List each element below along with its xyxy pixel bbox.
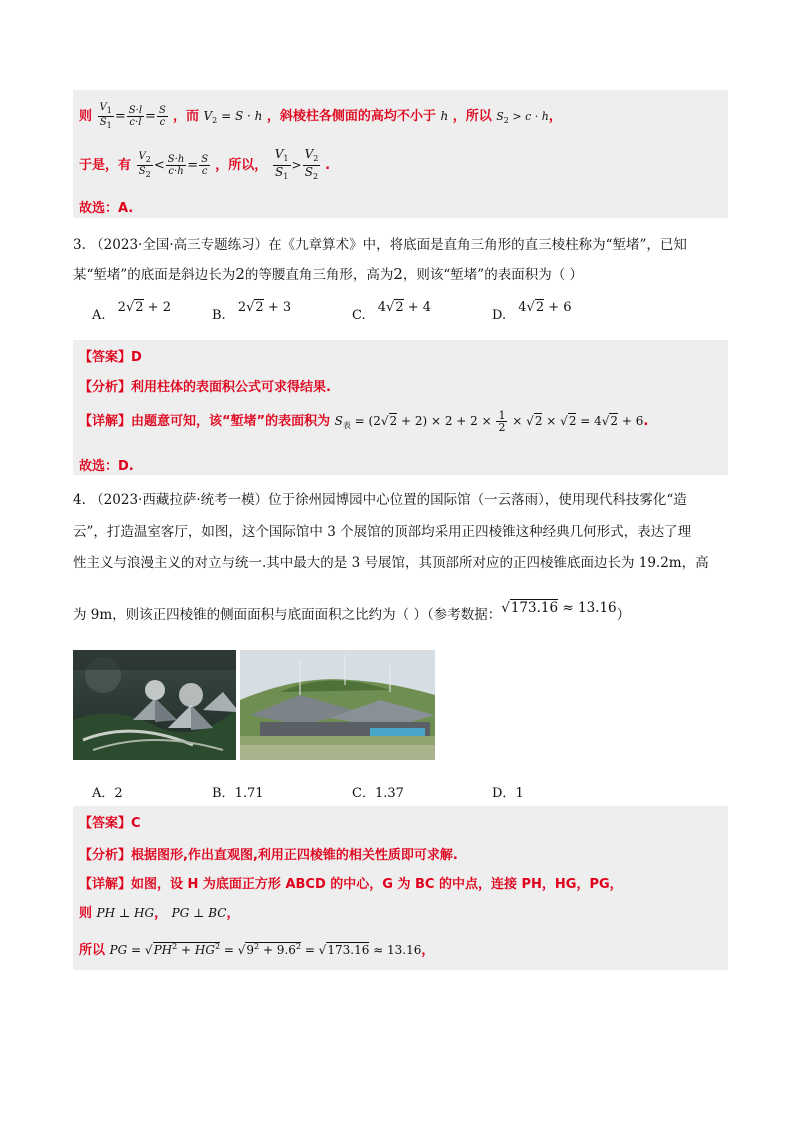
answer-line: 故选：A. [79, 201, 134, 216]
text-prefix: 【详解】由题意可知，该“堑堵”的表面积为 [79, 414, 331, 429]
solution-line-1 [79, 102, 562, 131]
formula-pg-perp-bc: PG ⊥ BC [171, 906, 227, 920]
formula-pg-length: PG = $√PH^2 + HG^2 = √9^2 + 9.6^2 = √173.16 \approx 13.16$ [109, 942, 422, 957]
q4-detail-line-1: 【详解】如图，设 H 为底面正方形 ABCD 的中心，G 为 BC 的中点，连接 PH，HG，PG， [79, 877, 623, 892]
formula-v2-s2: $\frac{V_2}{S_2}$ < $\frac{S\cdot h}{c\cdot h}$ = $\frac{S}{c}$ [138, 151, 209, 179]
formula-compare: $\frac{V_1}{S_1}$ > $\frac{V_2}{S_2}$ [274, 147, 319, 181]
q3-stem-line-1: 3. （2023·全国·高三专题练习）在《九章算术》中，将底面是直角三角形的直三棱柱称为“堑堵”，已知 [73, 237, 687, 253]
q4-analysis: 【分析】根据图形,作出直观图,利用正四棱锥的相关性质即可求解. [79, 848, 458, 863]
text: 某“堑堵”的底面是斜边长为 [73, 267, 236, 283]
option-letter: A. [92, 308, 106, 323]
text-mid: ，斜棱柱各侧面的高均不小于 [266, 109, 436, 124]
aerial-view-image [73, 650, 236, 760]
q3-detail [79, 410, 648, 433]
radicand: 2 [255, 300, 264, 315]
text-mid: ，所以 [452, 109, 492, 124]
value-2: 2 [235, 265, 245, 283]
text-end: . [643, 414, 649, 429]
formula-surface-area: $S_表 = (2√2 + 2) \times 2 + 2$ × $\frac{1}{2}$ × √2 × √2 = 4√2 + 6 [334, 409, 644, 434]
value-2: 2 [393, 265, 403, 283]
text-end: . [325, 158, 331, 173]
q3-choose: 故选：D. [79, 459, 134, 474]
option-letter: C. [352, 308, 366, 323]
text-mid: ，所以， [215, 158, 268, 173]
option-value: 1.71 [234, 786, 264, 801]
aerial-view-photo [73, 650, 236, 760]
q4-stem-line-1: 4. （2023·西藏拉萨·统考一模）位于徐州园博园中心位置的国际馆（一云落雨），使用现代科技雾化“造 [73, 492, 687, 508]
q3-solution-block [73, 340, 728, 475]
option-letter: A． [92, 786, 115, 801]
q3-stem-line-2 [73, 263, 583, 283]
coef: 2 [117, 300, 126, 315]
q4-option-a [92, 782, 123, 801]
text-end: ， [548, 109, 562, 124]
text: 的等腰直角三角形，高为 [244, 267, 394, 283]
coef: 2 [237, 300, 247, 315]
formula-ph-perp-hg: PH ⊥ HG [96, 906, 155, 920]
q4-option-c [352, 782, 404, 801]
q3-answer: 【答案】D [79, 350, 142, 365]
q4-option-d [492, 782, 524, 801]
q4-option-b [212, 782, 264, 801]
text-end: ， [226, 906, 240, 921]
coef: 4 [377, 300, 387, 315]
formula-s2: $S_2 > c \cdot h$ [496, 110, 549, 125]
constant: + 6 [544, 300, 572, 315]
q3-option-d: D. 4√2 + 6 [492, 300, 572, 323]
q4-detail-line-3 [79, 939, 434, 958]
q3-analysis: 【分析】利用柱体的表面积公式可求得结果. [79, 380, 331, 395]
constant: + 3 [263, 300, 292, 315]
text-end: ， [421, 943, 435, 958]
formula-v1-s1: $\frac{V_1}{S_1}$ = $\frac{S\cdot l}{c\cdot l}$ = $\frac{S}{c}$ [99, 102, 166, 130]
q4-stem-line-4 [73, 600, 631, 623]
option-letter: C． [352, 786, 375, 801]
text-prefix: 则 [79, 109, 93, 124]
option-letter: D． [492, 786, 516, 801]
formula-v2: $V_2 = S \cdot h$ [203, 109, 263, 125]
text-prefix: 则 [79, 906, 93, 921]
q3-option-b: B. 2√2 + 3 [212, 300, 292, 323]
coef: 4 [518, 300, 527, 315]
formula-h: h [440, 109, 449, 123]
option-value: 1 [515, 786, 524, 801]
text-mid: ， [154, 906, 168, 921]
text: 为 9m，则该正四棱锥的侧面面积与底面面积之比约为（ ）（参考数据： [73, 607, 502, 623]
text-mid: ，而 [172, 109, 199, 124]
q4-detail-line-2 [79, 902, 239, 921]
text-prefix: 所以 [79, 943, 106, 958]
pavilion-photo [240, 650, 435, 760]
option-value: 2 [114, 786, 123, 801]
radicand: 2 [535, 300, 545, 315]
pavilion-image [240, 650, 435, 760]
q4-solution-block [73, 806, 728, 970]
reference-data-formula: √173.16 ≈ 13.16 [501, 600, 617, 616]
text: ，则该“堑堵”的表面积为（ ） [402, 267, 584, 283]
solution-line-2 [79, 148, 330, 183]
option-value: 1.37 [374, 786, 404, 801]
q3-option-a: A. 2√2 + 2 [92, 300, 171, 323]
constant: + 4 [403, 300, 432, 315]
q4-stem-line-3: 性主义与浪漫主义的对立与统一.其中最大的是 3 号展馆，其顶部所对应的正四棱锥底面边长为 19.2m，高 [73, 555, 709, 571]
text: ） [616, 607, 631, 623]
text-prefix: 于是，有 [79, 158, 132, 173]
constant: + 2 [143, 300, 171, 315]
option-letter: B． [212, 786, 235, 801]
previous-solution-block [73, 90, 728, 218]
option-letter: B. [212, 308, 226, 323]
q4-stem-line-2: 云”，打造温室客厅，如图，这个国际馆中 3 个展馆的顶部均采用正四棱锥这种经典几何形式，表达了理 [73, 524, 692, 540]
option-letter: D. [492, 308, 507, 323]
radicand: 2 [135, 300, 144, 315]
q3-option-c: C. 4√2 + 4 [352, 300, 432, 323]
radicand: 2 [395, 300, 404, 315]
q4-answer: 【答案】C [79, 816, 141, 831]
